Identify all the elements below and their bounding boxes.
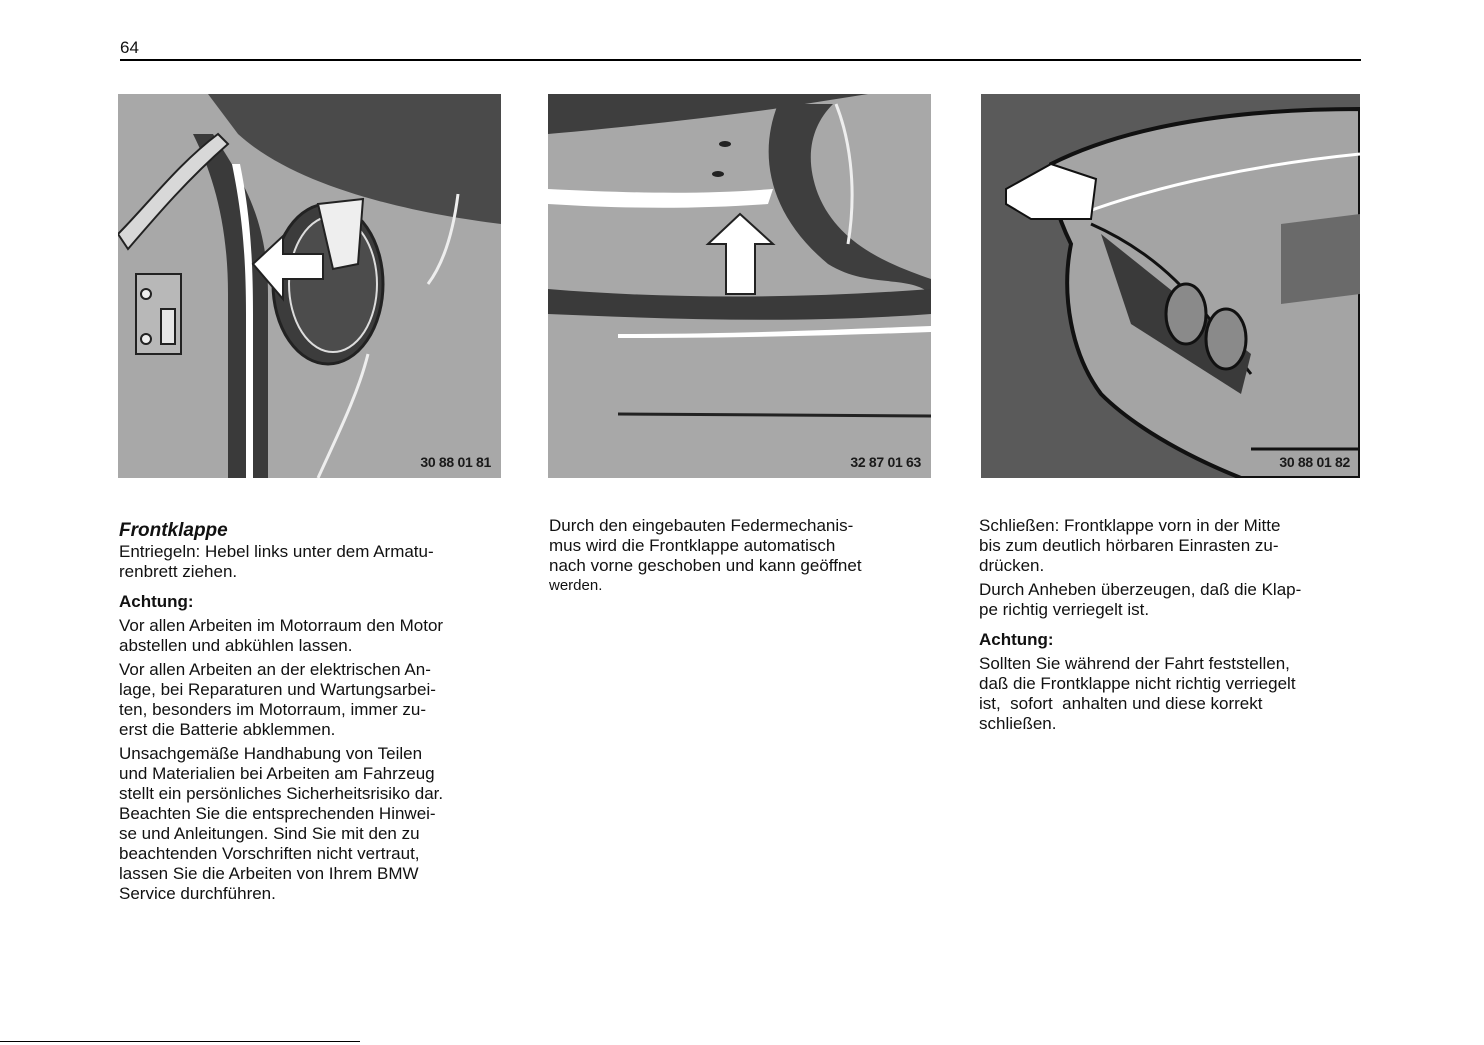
warning-heading: Achtung:	[119, 592, 194, 611]
text-line: Beachten Sie die entsprechenden Hinwei-	[119, 804, 436, 823]
text-line: stellt ein persönliches Sicherheitsrisiko dar.	[119, 784, 444, 803]
warning-heading: Achtung:	[979, 630, 1054, 649]
text-line: se und Anleitungen. Sind Sie mit den zu	[119, 824, 420, 843]
text-line: daß die Frontklappe nicht richtig verriegelt	[979, 674, 1296, 693]
hood-opening-illustration	[548, 94, 931, 478]
figure-code: 30 88 01 81	[420, 454, 491, 470]
warning-engine-paragraph	[119, 616, 499, 656]
text-line: Entriegeln: Hebel links unter dem Armatu-	[119, 542, 434, 561]
closing-paragraph	[979, 516, 1359, 576]
text-line: Vor allen Arbeiten im Motorraum den Motor	[119, 616, 444, 635]
release-lever-illustration	[118, 94, 501, 478]
warning-battery-paragraph	[119, 660, 499, 740]
column-closing	[979, 516, 1359, 734]
text-line: ist, sofort anhalten und diese korrekt	[979, 694, 1263, 713]
text-line: beachtenden Vorschriften nicht vertraut,	[119, 844, 420, 863]
text-line: Durch den eingebauten Federmechanis-	[549, 516, 854, 535]
column-frontklappe-opening	[119, 520, 499, 904]
text-line: Sollten Sie während der Fahrt feststellen,	[979, 654, 1290, 673]
text-line: lassen Sie die Arbeiten von Ihrem BMW	[119, 864, 419, 883]
text-line: Durch Anheben überzeugen, daß die Klap-	[979, 580, 1302, 599]
text-line: nach vorne geschoben und kann geöffnet	[549, 556, 862, 575]
text-line: pe richtig verriegelt ist.	[979, 600, 1150, 619]
text-line: schließen.	[979, 714, 1057, 733]
page-number: 64	[120, 38, 139, 57]
text-line: abstellen und abkühlen lassen.	[119, 636, 353, 655]
text-line: Vor allen Arbeiten an der elektrischen An-	[119, 660, 431, 679]
header-rule	[120, 59, 1361, 61]
footer-rule	[0, 1041, 360, 1042]
text-line: bis zum deutlich hörbaren Einrasten zu-	[979, 536, 1279, 555]
figure-hood-opening	[548, 94, 931, 478]
text-line: werden.	[549, 577, 603, 594]
text-line: mus wird die Frontklappe automatisch	[549, 536, 836, 555]
text-line: lage, bei Reparaturen und Wartungsarbei-	[119, 680, 436, 699]
text-line: und Materialien bei Arbeiten am Fahrzeug	[119, 764, 435, 783]
figure-release-lever	[118, 94, 501, 478]
text-line: renbrett ziehen.	[119, 562, 238, 581]
text-line: ten, besonders im Motorraum, immer zu-	[119, 700, 427, 719]
text-line: drücken.	[979, 556, 1045, 575]
column-spring-mechanism	[549, 516, 929, 596]
warning-safety-paragraph	[119, 744, 499, 904]
text-line: Service durchführen.	[119, 884, 276, 903]
figure-code: 32 87 01 63	[850, 454, 921, 470]
spring-paragraph	[549, 516, 929, 596]
text-line: Unsachgemäße Handhabung von Teilen	[119, 744, 423, 763]
hood-closing-illustration	[981, 94, 1360, 478]
section-heading: Frontklappe	[119, 520, 228, 541]
text-line: Schließen: Frontklappe vorn in der Mitte	[979, 516, 1281, 535]
text-line: erst die Batterie abklemmen.	[119, 720, 336, 739]
figure-code: 30 88 01 82	[1279, 454, 1350, 470]
unlock-instruction	[119, 542, 499, 582]
check-lock-paragraph	[979, 580, 1359, 620]
warning-driving-paragraph	[979, 654, 1359, 734]
figure-hood-closing	[981, 94, 1360, 478]
